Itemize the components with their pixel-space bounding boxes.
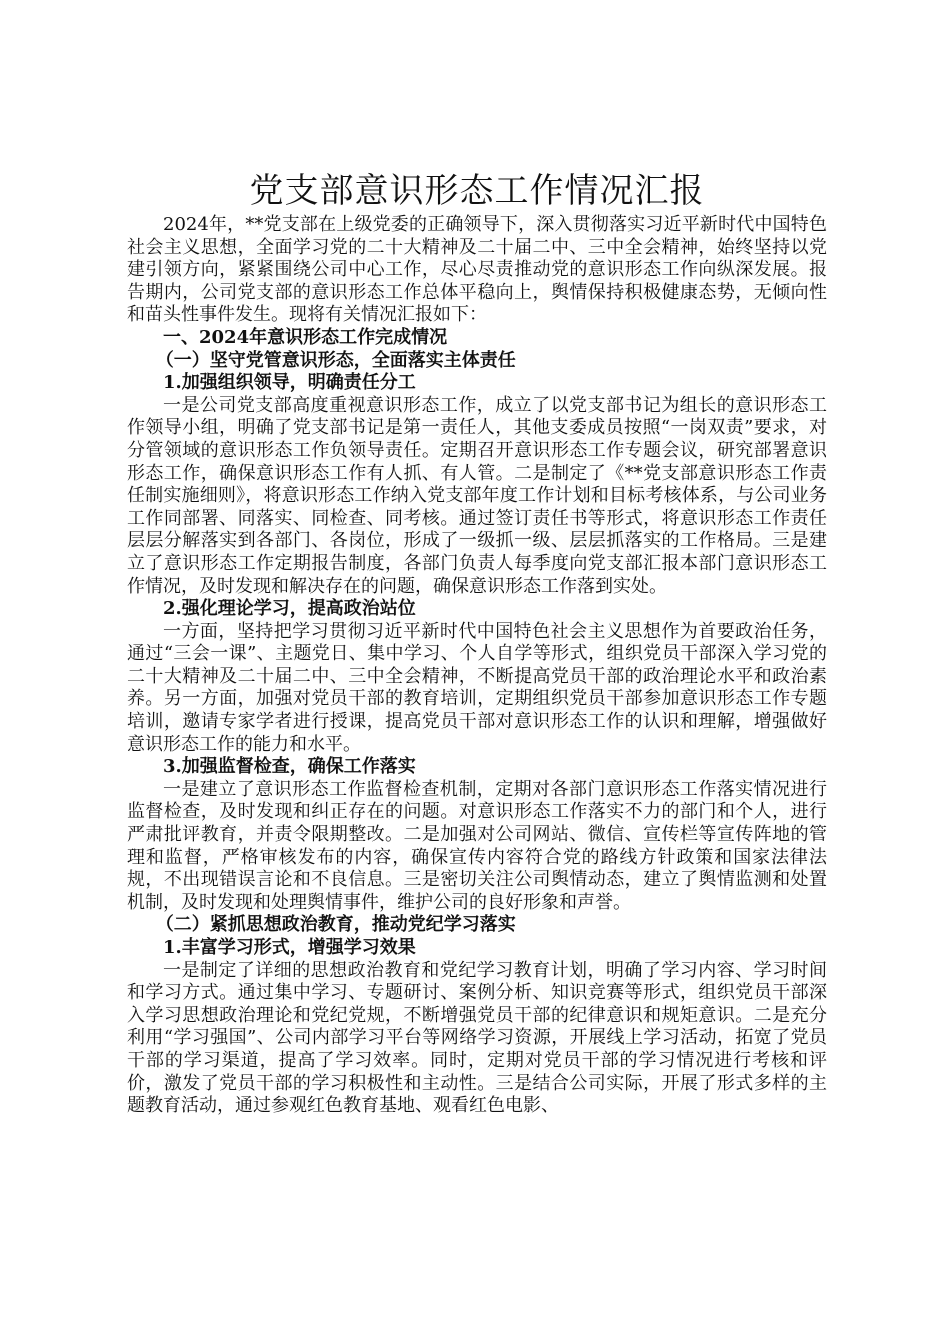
section-heading-1: 一、2024年意识形态工作完成情况 <box>163 326 448 348</box>
item-paragraph-4: 一是制定了详细的思想政治教育和党纪学习教育计划，明确了学习内容、学习时间和学习方式。通过集中学习、专题研讨、案例分析、知识竞赛等形式，组织党员干部深入学习思想政治理论和党纪党规，不断增强党员干部的纪律意识和规矩意识。二是充分利用“学习强国”、公司内部学习平台等网络学习资源，开展线上学习活动，拓宽了党员干部的学习渠道，提高了学习效率。同时，定期对党员干部的学习情况进行考核和评价，激发了党员干部的学习积极性和主动性。三是结合公司实际，开展了形式多样的主题教育活动，通过参观红色教育基地、观看红色电影、 <box>127 959 827 1117</box>
subsection-heading-2: （二）紧抓思想政治教育，推动党纪学习落实 <box>155 914 516 936</box>
document-title: 党支部意识形态工作情况汇报 <box>249 171 705 211</box>
item-heading-4: 1.丰富学习形式，增强学习效果 <box>163 937 416 958</box>
item-paragraph-3: 一是建立了意识形态工作监督检查机制，定期对各部门意识形态工作落实情况进行监督检查，及时发现和纠正存在的问题。对意识形态工作落实不力的部门和个人，进行严肃批评教育，并责令限期整改。二是加强对公司网站、微信、宣传栏等宣传阵地的管理和监督，严格审核发布的内容，确保宣传内容符合党的路线方针政策和国家法律法规，不出现错误言论和不良信息。三是密切关注公司舆情动态，建立了舆情监测和处置机制，及时发现和处理舆情事件，维护公司的良好形象和声誉。 <box>127 778 827 913</box>
item-paragraph-2: 一方面，坚持把学习贯彻习近平新时代中国特色社会主义思想作为首要政治任务，通过“三会一课”、主题党日、集中学习、个人自学等形式，组织党员干部深入学习党的二十大精神及二十届二中、三中全会精神，不断提高党员干部的政治理论水平和政治素养。另一方面，加强对党员干部的教育培训，定期组织党员干部参加意识形态工作专题培训，邀请专家学者进行授课，提高党员干部对意识形态工作的认识和理解，增强做好意识形态工作的能力和水平。 <box>127 620 827 755</box>
item-heading-1: 1.加强组织领导，明确责任分工 <box>163 372 416 394</box>
item-paragraph-1: 一是公司党支部高度重视意识形态工作，成立了以党支部书记为组长的意识形态工作领导小组，明确了党支部书记是第一责任人，其他支委成员按照“一岗双责”要求，对分管领域的意识形态工作负领导责任。定期召开意识形态工作专题会议，研究部署意识形态工作，确保意识形态工作有人抓、有人管。二是制定了《**党支部意识形态工作责任制实施细则》，将意识形态工作纳入党支部年度工作计划和目标考核体系，与公司业务工作同部署、同落实、同检查、同考核。通过签订责任书等形式，将意识形态工作责任层层分解落实到各部门、各岗位，形成了一级抓一级、层层抓落实的工作格局。三是建立了意识形态工作定期报告制度，各部门负责人每季度向党支部汇报本部门意识形态工作情况，及时发现和解决存在的问题，确保意识形态工作落到实处。 <box>127 394 827 597</box>
item-heading-3: 3.加强监督检查，确保工作落实 <box>163 756 416 778</box>
document-page <box>127 168 827 1118</box>
item-heading-2: 2.强化理论学习，提高政治站位 <box>163 598 416 620</box>
intro-paragraph: 2024年，**党支部在上级党委的正确领导下，深入贯彻落实习近平新时代中国特色社会主义思想，全面学习党的二十大精神及二十届二中、三中全会精神，始终坚持以党建引领方向，紧紧围绕公司中心工作，尽心尽责推动党的意识形态工作向纵深发展。报告期内，公司党支部的意识形态工作总体平稳向上，舆情保持积极健康态势，无倾向性和苗头性事件发生。现将有关情况汇报如下： <box>127 214 827 326</box>
subsection-heading-1: （一）坚守党管意识形态，全面落实主体责任 <box>155 349 516 371</box>
